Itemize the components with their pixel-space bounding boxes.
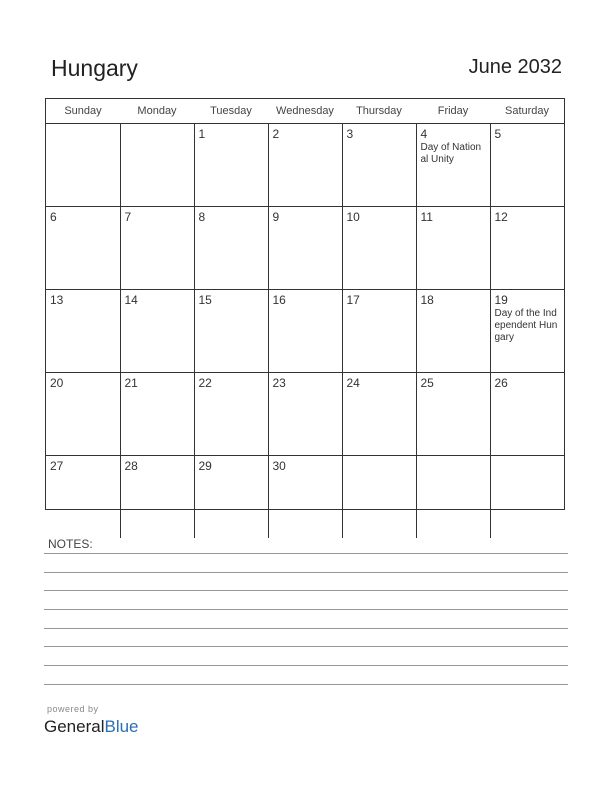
day-cell bbox=[268, 290, 342, 373]
day-number: 25 bbox=[420, 376, 434, 390]
day-number: 8 bbox=[198, 210, 206, 224]
day-number: 22 bbox=[198, 376, 212, 390]
calendar-month-title: June 2032 bbox=[468, 56, 562, 78]
weekday-header: Sunday bbox=[46, 99, 120, 124]
note-line bbox=[44, 684, 568, 685]
day-cell bbox=[46, 456, 120, 539]
weekday-header: Wednesday bbox=[268, 99, 342, 124]
day-cell bbox=[416, 207, 490, 290]
day-number: 4 bbox=[420, 127, 428, 141]
day-number: 26 bbox=[494, 376, 508, 390]
week-row bbox=[46, 124, 564, 207]
day-cell bbox=[490, 456, 564, 539]
weekday-header: Monday bbox=[120, 99, 194, 124]
day-cell bbox=[416, 456, 490, 539]
day-cell bbox=[46, 207, 120, 290]
weekday-header: Tuesday bbox=[194, 99, 268, 124]
day-cell bbox=[490, 373, 564, 456]
week-row bbox=[46, 373, 564, 456]
day-cell bbox=[194, 290, 268, 373]
day-number: 20 bbox=[50, 376, 64, 390]
week-row bbox=[46, 456, 564, 539]
day-number: 7 bbox=[124, 210, 132, 224]
day-number: 18 bbox=[420, 293, 434, 307]
day-cell bbox=[268, 373, 342, 456]
day-cell bbox=[194, 207, 268, 290]
day-cell bbox=[120, 456, 194, 539]
powered-by-text: powered by bbox=[47, 704, 99, 714]
day-cell bbox=[342, 124, 416, 207]
note-line bbox=[44, 572, 568, 573]
day-number: 10 bbox=[346, 210, 360, 224]
day-cell bbox=[490, 124, 564, 207]
day-cell bbox=[342, 290, 416, 373]
holiday-label: Day of the Independent Hungary bbox=[494, 308, 558, 343]
day-cell bbox=[120, 207, 194, 290]
weekday-header-row bbox=[46, 99, 564, 124]
day-number: 13 bbox=[50, 293, 64, 307]
day-cell bbox=[194, 373, 268, 456]
generalblue-logo bbox=[44, 717, 139, 737]
day-number: 17 bbox=[346, 293, 360, 307]
day-cell bbox=[490, 290, 564, 373]
day-cell bbox=[490, 207, 564, 290]
day-number: 23 bbox=[272, 376, 286, 390]
week-row bbox=[46, 290, 564, 373]
weekday-header: Saturday bbox=[490, 99, 564, 124]
notes-label: NOTES: bbox=[48, 537, 93, 551]
day-cell bbox=[268, 207, 342, 290]
day-number: 24 bbox=[346, 376, 360, 390]
weekday-header: Thursday bbox=[342, 99, 416, 124]
day-number: 16 bbox=[272, 293, 286, 307]
day-number: 15 bbox=[198, 293, 212, 307]
day-number: 12 bbox=[494, 210, 508, 224]
day-cell bbox=[120, 373, 194, 456]
day-cell bbox=[268, 456, 342, 539]
day-number: 21 bbox=[124, 376, 138, 390]
day-number: 19 bbox=[494, 293, 508, 307]
day-number: 5 bbox=[494, 127, 502, 141]
calendar-table bbox=[46, 99, 564, 538]
calendar-country-title: Hungary bbox=[51, 55, 138, 81]
day-cell bbox=[342, 456, 416, 539]
day-number: 29 bbox=[198, 459, 212, 473]
day-cell bbox=[416, 373, 490, 456]
brand-name-part2: Blue bbox=[104, 717, 139, 736]
day-cell bbox=[416, 290, 490, 373]
day-cell bbox=[46, 290, 120, 373]
note-line bbox=[44, 628, 568, 629]
day-cell bbox=[120, 124, 194, 207]
note-line bbox=[44, 590, 568, 591]
day-number: 2 bbox=[272, 127, 280, 141]
day-number: 11 bbox=[420, 210, 433, 224]
day-number: 27 bbox=[50, 459, 64, 473]
note-line bbox=[44, 553, 568, 554]
day-number: 6 bbox=[50, 210, 57, 224]
brand-name-part1: General bbox=[44, 717, 105, 736]
note-line bbox=[44, 646, 568, 647]
day-cell bbox=[46, 373, 120, 456]
day-number: 14 bbox=[124, 293, 138, 307]
week-row bbox=[46, 207, 564, 290]
day-cell bbox=[194, 456, 268, 539]
day-cell bbox=[342, 373, 416, 456]
day-number: 30 bbox=[272, 459, 286, 473]
holiday-label: Day of National Unity bbox=[420, 142, 482, 165]
calendar-grid bbox=[45, 98, 565, 510]
day-number: 9 bbox=[272, 210, 280, 224]
day-cell bbox=[416, 124, 490, 207]
day-number: 1 bbox=[198, 127, 206, 141]
note-line bbox=[44, 609, 568, 610]
day-number: 3 bbox=[346, 127, 354, 141]
day-cell bbox=[268, 124, 342, 207]
note-line bbox=[44, 665, 568, 666]
weekday-header: Friday bbox=[416, 99, 490, 124]
day-cell bbox=[120, 290, 194, 373]
day-cell bbox=[342, 207, 416, 290]
day-cell bbox=[46, 124, 120, 207]
day-cell bbox=[194, 124, 268, 207]
day-number: 28 bbox=[124, 459, 138, 473]
